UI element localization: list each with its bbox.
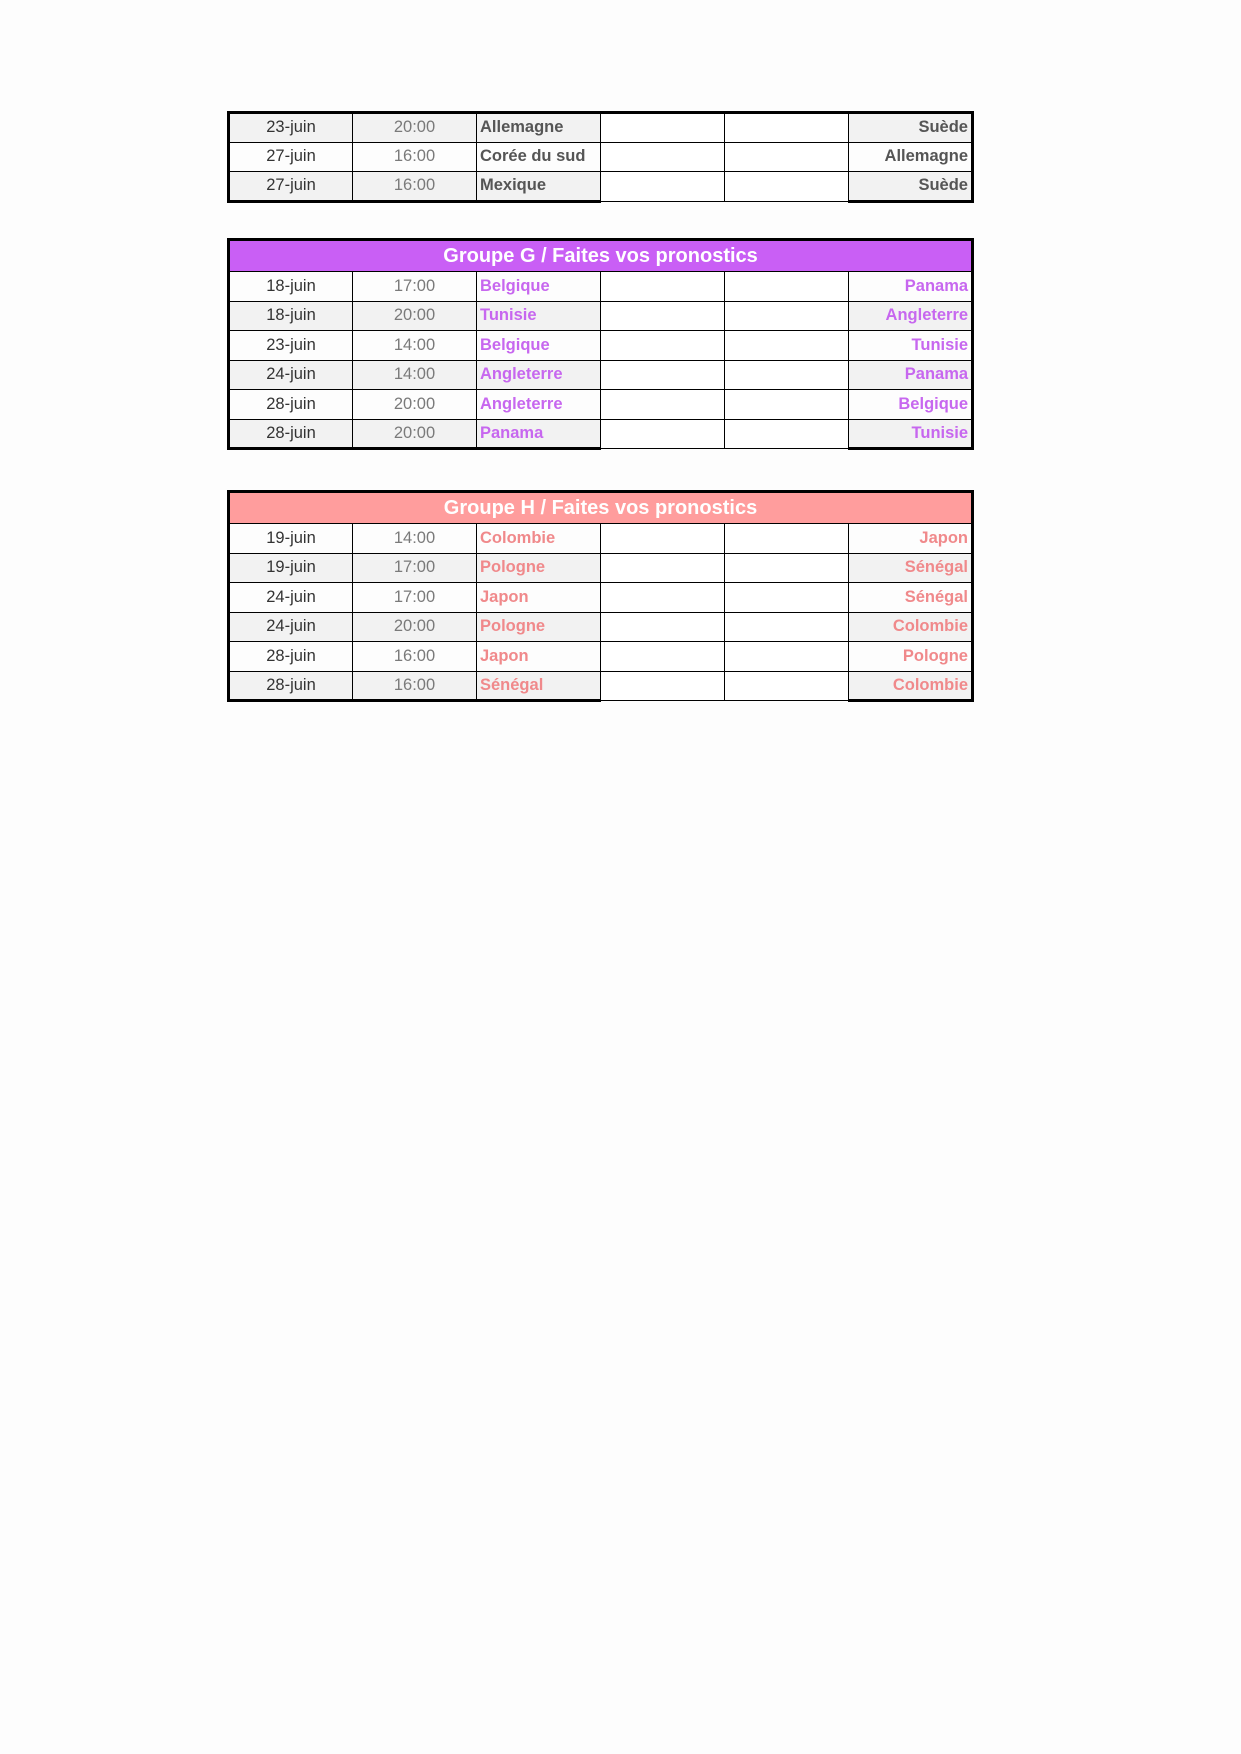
match-time: 20:00 — [353, 390, 477, 420]
home-score-input[interactable] — [601, 671, 725, 701]
match-time: 16:00 — [353, 671, 477, 701]
home-score-input[interactable] — [601, 419, 725, 449]
match-date: 24-juin — [229, 612, 353, 642]
match-time: 14:00 — [353, 524, 477, 554]
away-score-input[interactable] — [725, 524, 849, 554]
match-date: 19-juin — [229, 524, 353, 554]
home-team: Allemagne — [477, 113, 601, 143]
away-team: Tunisie — [849, 331, 973, 361]
match-date: 23-juin — [229, 331, 353, 361]
away-team: Panama — [849, 272, 973, 302]
home-team: Sénégal — [477, 671, 601, 701]
group-g-table-block — [227, 238, 973, 450]
match-time: 20:00 — [353, 113, 477, 143]
home-score-input[interactable] — [601, 524, 725, 554]
match-date: 19-juin — [229, 553, 353, 583]
group-title: Groupe H / Faites vos pronostics — [229, 492, 973, 524]
away-score-input[interactable] — [725, 331, 849, 361]
away-score-input[interactable] — [725, 360, 849, 390]
away-score-input[interactable] — [725, 390, 849, 420]
match-time: 20:00 — [353, 612, 477, 642]
home-score-input[interactable] — [601, 642, 725, 672]
home-team: Pologne — [477, 612, 601, 642]
away-team: Sénégal — [849, 553, 973, 583]
home-score-input[interactable] — [601, 583, 725, 613]
match-row — [229, 642, 973, 672]
away-team: Sénégal — [849, 583, 973, 613]
away-team: Colombie — [849, 612, 973, 642]
home-team: Angleterre — [477, 360, 601, 390]
match-date: 28-juin — [229, 642, 353, 672]
group-g-table — [227, 238, 974, 450]
away-score-input[interactable] — [725, 553, 849, 583]
home-team: Tunisie — [477, 301, 601, 331]
match-time: 17:00 — [353, 272, 477, 302]
home-score-input[interactable] — [601, 360, 725, 390]
away-score-input[interactable] — [725, 113, 849, 143]
match-row — [229, 272, 973, 302]
match-time: 17:00 — [353, 553, 477, 583]
home-team: Mexique — [477, 172, 601, 202]
match-row — [229, 390, 973, 420]
away-score-input[interactable] — [725, 142, 849, 172]
home-team: Panama — [477, 419, 601, 449]
match-row — [229, 524, 973, 554]
match-row — [229, 583, 973, 613]
group-h-table — [227, 490, 974, 702]
match-row — [229, 553, 973, 583]
match-date: 28-juin — [229, 671, 353, 701]
match-row — [229, 331, 973, 361]
match-time: 20:00 — [353, 419, 477, 449]
match-date: 18-juin — [229, 301, 353, 331]
group-h-table-block — [227, 490, 973, 702]
match-date: 18-juin — [229, 272, 353, 302]
group-header-row — [229, 492, 973, 524]
away-team: Suède — [849, 172, 973, 202]
match-row — [229, 419, 973, 449]
home-score-input[interactable] — [601, 390, 725, 420]
home-team: Belgique — [477, 272, 601, 302]
away-score-input[interactable] — [725, 419, 849, 449]
home-team: Pologne — [477, 553, 601, 583]
away-score-input[interactable] — [725, 642, 849, 672]
match-date: 24-juin — [229, 360, 353, 390]
match-time: 16:00 — [353, 172, 477, 202]
away-score-input[interactable] — [725, 172, 849, 202]
away-team: Japon — [849, 524, 973, 554]
home-team: Corée du sud — [477, 142, 601, 172]
match-date: 28-juin — [229, 419, 353, 449]
match-row — [229, 360, 973, 390]
home-score-input[interactable] — [601, 331, 725, 361]
away-score-input[interactable] — [725, 272, 849, 302]
away-team: Colombie — [849, 671, 973, 701]
match-row — [229, 671, 973, 701]
match-date: 27-juin — [229, 172, 353, 202]
group-title: Groupe G / Faites vos pronostics — [229, 240, 973, 272]
match-row — [229, 612, 973, 642]
match-time: 20:00 — [353, 301, 477, 331]
away-score-input[interactable] — [725, 671, 849, 701]
away-score-input[interactable] — [725, 583, 849, 613]
match-date: 24-juin — [229, 583, 353, 613]
match-row — [229, 172, 973, 202]
home-team: Colombie — [477, 524, 601, 554]
match-row — [229, 113, 973, 143]
group-f-table-block — [227, 111, 973, 203]
match-time: 16:00 — [353, 642, 477, 672]
match-date: 23-juin — [229, 113, 353, 143]
away-team: Pologne — [849, 642, 973, 672]
away-team: Tunisie — [849, 419, 973, 449]
match-time: 16:00 — [353, 142, 477, 172]
away-team: Belgique — [849, 390, 973, 420]
home-score-input[interactable] — [601, 612, 725, 642]
home-team: Japon — [477, 642, 601, 672]
home-score-input[interactable] — [601, 301, 725, 331]
away-team: Allemagne — [849, 142, 973, 172]
match-date: 27-juin — [229, 142, 353, 172]
match-time: 17:00 — [353, 583, 477, 613]
home-score-input[interactable] — [601, 113, 725, 143]
group-header-row — [229, 240, 973, 272]
away-team: Panama — [849, 360, 973, 390]
match-date: 28-juin — [229, 390, 353, 420]
away-team: Angleterre — [849, 301, 973, 331]
home-team: Belgique — [477, 331, 601, 361]
home-team: Japon — [477, 583, 601, 613]
home-score-input[interactable] — [601, 172, 725, 202]
home-score-input[interactable] — [601, 142, 725, 172]
group-f-table — [227, 111, 974, 203]
match-row — [229, 301, 973, 331]
away-score-input[interactable] — [725, 301, 849, 331]
home-score-input[interactable] — [601, 272, 725, 302]
home-score-input[interactable] — [601, 553, 725, 583]
away-score-input[interactable] — [725, 612, 849, 642]
match-row — [229, 142, 973, 172]
match-time: 14:00 — [353, 331, 477, 361]
home-team: Angleterre — [477, 390, 601, 420]
away-team: Suède — [849, 113, 973, 143]
match-time: 14:00 — [353, 360, 477, 390]
